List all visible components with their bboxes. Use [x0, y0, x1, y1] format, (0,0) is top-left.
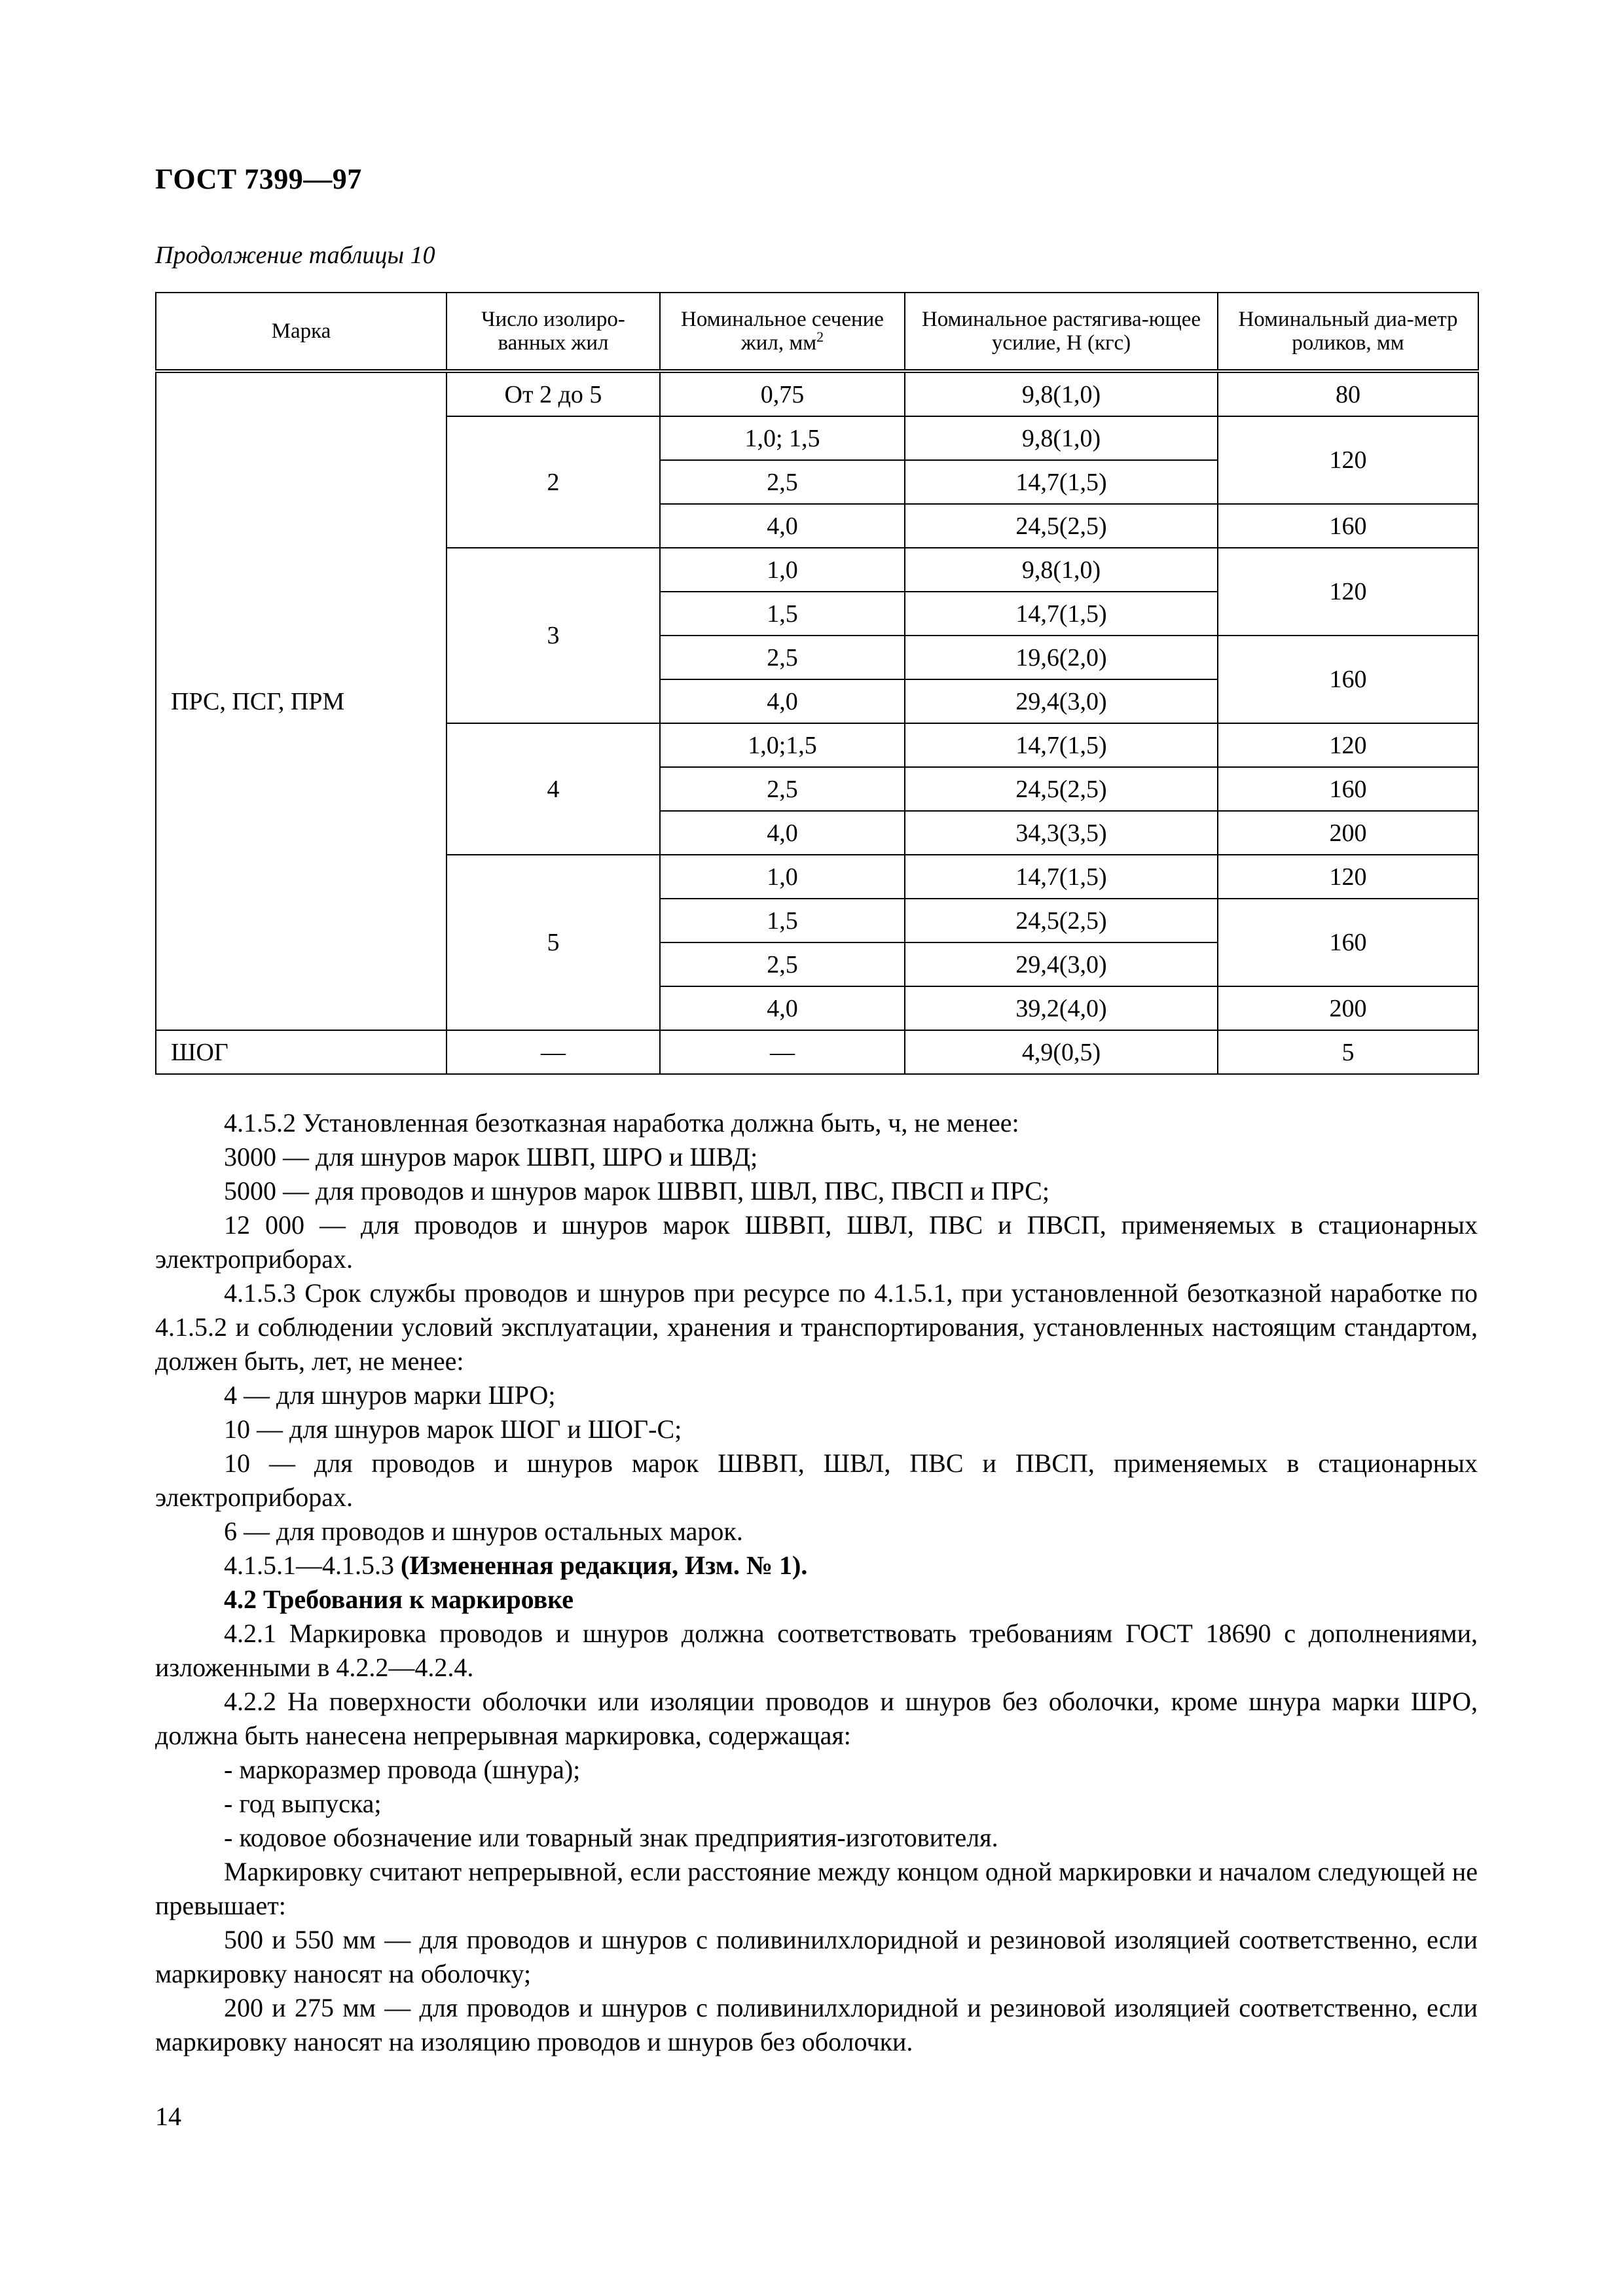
paragraph: 3000 — для шнуров марок ШВП, ШРО и ШВД;	[224, 1142, 758, 1172]
force-cell: 14,7(1,5)	[905, 855, 1218, 899]
diameter-cell: 120	[1218, 855, 1478, 899]
col-header-section	[660, 293, 905, 371]
table-row	[156, 1030, 1478, 1074]
cores-cell: 4	[447, 723, 660, 855]
diameter-cell: 200	[1218, 811, 1478, 855]
table-row	[156, 371, 1478, 416]
paragraph: 5000 — для проводов и шнуров марок ШВВП, ШВЛ, ПВС, ПВСП и ПРС;	[224, 1176, 1049, 1206]
force-cell: 29,4(3,0)	[905, 679, 1218, 723]
force-cell: 24,5(2,5)	[905, 504, 1218, 548]
diameter-cell: 120	[1218, 548, 1478, 636]
cores-cell: 3	[447, 548, 660, 723]
force-cell: 24,5(2,5)	[905, 899, 1218, 942]
section-cell: 4,0	[660, 504, 905, 548]
list-item: - кодовое обозначение или товарный знак предприятия-изготовителя.	[224, 1823, 998, 1852]
section-cell: —	[660, 1030, 905, 1074]
force-cell: 24,5(2,5)	[905, 767, 1218, 811]
amendment-ref: 4.1.5.1—4.1.5.3	[224, 1551, 401, 1580]
section-cell: 1,5	[660, 592, 905, 636]
diameter-cell: 160	[1218, 636, 1478, 723]
amendment-note: (Измененная редакция, Изм. № 1).	[401, 1551, 808, 1580]
force-cell: 14,7(1,5)	[905, 460, 1218, 504]
cores-cell: 2	[447, 416, 660, 548]
section-heading-text: 4.2 Требования к маркировке	[224, 1585, 574, 1614]
force-cell: 34,3(3,5)	[905, 811, 1218, 855]
diameter-cell: 120	[1218, 416, 1478, 504]
brand-cell: ПРС, ПСГ, ПРМ	[156, 371, 447, 1030]
table-caption: Продолжение таблицы 10	[155, 242, 435, 269]
paragraph: 4 — для шнуров марки ШРО;	[224, 1380, 556, 1410]
section-cell: 1,0; 1,5	[660, 416, 905, 460]
col-header-brand: Марка	[156, 293, 447, 371]
paragraph: 10 — для шнуров марок ШОГ и ШОГ-С;	[224, 1414, 682, 1444]
paragraph	[155, 1549, 1478, 1583]
paragraph: 500 и 550 мм — для проводов и шнуров с поливинилхлоридной и резиновой изоляцией соответственно, если маркировку наносят на оболочку;	[155, 1925, 1478, 1988]
paragraph: 12 000 — для проводов и шнуров марок ШВВП, ШВЛ, ПВС и ПВСП, применяемых в стационарных электроприборах.	[155, 1210, 1478, 1274]
section-cell: 1,0;1,5	[660, 723, 905, 767]
paragraph: 6 — для проводов и шнуров остальных марок.	[224, 1516, 743, 1546]
col-header-diameter: Номинальный диа-метр роликов, мм	[1218, 293, 1478, 371]
paragraph: 4.1.5.3 Срок службы проводов и шнуров при ресурсе по 4.1.5.1, при установленной безотказной наработке по 4.1.5.2 и соблюдении условий эксплуатации, хранения и транспортирования, установленных настоящим стандартом, должен быть, лет, не менее:	[155, 1278, 1478, 1376]
force-cell: 9,8(1,0)	[905, 416, 1218, 460]
page-number: 14	[155, 2102, 181, 2131]
brand-cell: ШОГ	[156, 1030, 447, 1074]
list-item: - маркоразмер провода (шнура);	[224, 1755, 581, 1784]
rollers-table	[155, 292, 1479, 1075]
section-header-text: Номинальное сечение жил, мм	[681, 308, 884, 355]
paragraph: 4.1.5.2 Установленная безотказная наработка должна быть, ч, не менее:	[224, 1108, 1019, 1138]
diameter-cell: 160	[1218, 504, 1478, 548]
diameter-cell: 120	[1218, 723, 1478, 767]
paragraph: 4.2.1 Маркировка проводов и шнуров должна соответствовать требованиям ГОСТ 18690 с дополнениями, изложенными в 4.2.2—4.2.4.	[155, 1619, 1478, 1682]
cores-cell: 5	[447, 855, 660, 1030]
paragraph: 4.2.2 На поверхности оболочки или изоляции проводов и шнуров без оболочки, кроме шнура марки ШРО, должна быть нанесена непрерывная маркировка, содержащая:	[155, 1687, 1478, 1750]
force-cell: 14,7(1,5)	[905, 723, 1218, 767]
body-text	[155, 1106, 1478, 2059]
section-cell: 1,5	[660, 899, 905, 942]
section-cell: 1,0	[660, 548, 905, 592]
diameter-cell: 5	[1218, 1030, 1478, 1074]
section-cell: 1,0	[660, 855, 905, 899]
section-cell: 2,5	[660, 636, 905, 679]
section-heading	[155, 1583, 1478, 1617]
force-cell: 14,7(1,5)	[905, 592, 1218, 636]
section-cell: 0,75	[660, 371, 905, 416]
list-item: - год выпуска;	[224, 1789, 382, 1818]
force-cell: 39,2(4,0)	[905, 986, 1218, 1030]
force-cell: 29,4(3,0)	[905, 942, 1218, 986]
section-cell: 4,0	[660, 811, 905, 855]
cores-cell: От 2 до 5	[447, 371, 660, 416]
paragraph: Маркировку считают непрерывной, если расстояние между концом одной маркировки и началом следующей не превышает:	[155, 1857, 1478, 1920]
force-cell: 19,6(2,0)	[905, 636, 1218, 679]
col-header-cores: Число изолиро-ванных жил	[447, 293, 660, 371]
force-cell: 4,9(0,5)	[905, 1030, 1218, 1074]
section-cell: 4,0	[660, 679, 905, 723]
force-cell: 9,8(1,0)	[905, 548, 1218, 592]
paragraph: 200 и 275 мм — для проводов и шнуров с поливинилхлоридной и резиновой изоляцией соответственно, если маркировку наносят на изоляцию проводов и шнуров без оболочки.	[155, 1993, 1478, 2056]
paragraph: 10 — для проводов и шнуров марок ШВВП, ШВЛ, ПВС и ПВСП, применяемых в стационарных электроприборах.	[155, 1448, 1478, 1512]
section-cell: 2,5	[660, 460, 905, 504]
diameter-cell: 80	[1218, 371, 1478, 416]
diameter-cell: 160	[1218, 767, 1478, 811]
table-header-row	[156, 293, 1478, 371]
col-header-force: Номинальное растягива-ющее усилие, Н (кгс)	[905, 293, 1218, 371]
cores-cell: —	[447, 1030, 660, 1074]
diameter-cell: 200	[1218, 986, 1478, 1030]
diameter-cell: 160	[1218, 899, 1478, 986]
section-cell: 4,0	[660, 986, 905, 1030]
section-cell: 2,5	[660, 767, 905, 811]
section-cell: 2,5	[660, 942, 905, 986]
force-cell: 9,8(1,0)	[905, 371, 1218, 416]
document-header: ГОСТ 7399—97	[155, 163, 362, 195]
section-header-sup: 2	[816, 329, 824, 345]
